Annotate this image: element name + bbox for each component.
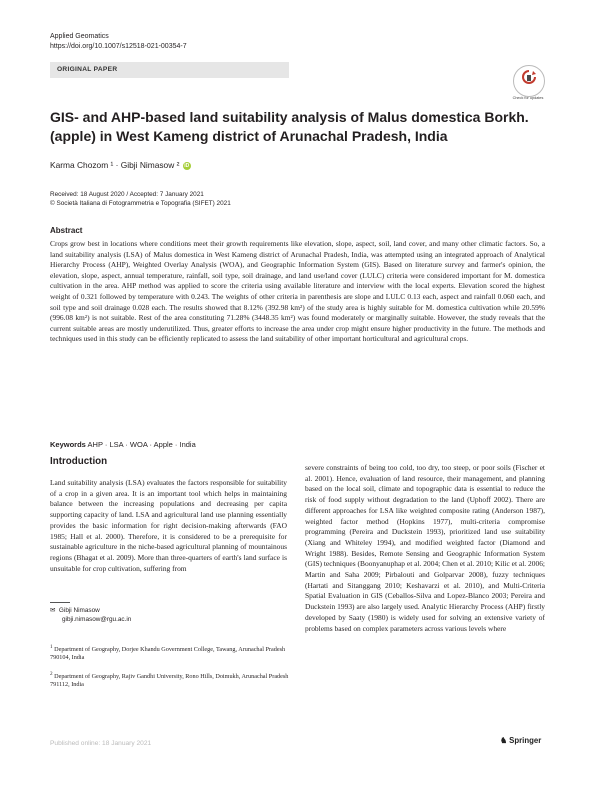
intro-left-column: Land suitability analysis (LSA) evaluates the factors responsible for suitability of a crop in a given area. It is an important tool which helps in maintaining balance between the increasing populations and decreasing per capita supporting capacity of land. LSA and agricultural land use planning essentially provides the basic information for right decision-making afterwards (FAO 1985; Hall et al. 2000). Therefore, it is considered to be a prerequisite for sustainable agriculture in the niche-based agricultural planning of mountainous regions (Bhagat et al. 2009). More than three-quarters of earth's land surface is unsuitable for crop cultivation, suffering from [50, 478, 287, 573]
footnote-divider [50, 602, 70, 603]
introduction-heading: Introduction [50, 456, 108, 467]
affiliation-number: 2 [50, 671, 53, 677]
article-dates [50, 190, 231, 208]
doi-link[interactable]: https://doi.org/10.1007/s12518-021-00354-7 [50, 43, 187, 50]
published-online: Published online: 18 January 2021 [50, 740, 152, 747]
publisher-logo [500, 736, 541, 745]
check-updates-label: Check for updates [512, 96, 544, 100]
affiliation-text: Department of Geography, Dorjee Khandu Government College, Tawang, Arunachal Pradesh 790104, India [50, 646, 286, 662]
correspondence-name: Gibji Nimasow [58, 607, 100, 614]
orcid-icon[interactable]: iD [184, 162, 190, 169]
affiliation-2 [50, 670, 290, 690]
affiliation-number: 1 [50, 644, 53, 650]
article-type-label: ORIGINAL PAPER [57, 66, 118, 73]
affiliation-1 [50, 643, 290, 663]
received-accepted: Received: 18 August 2020 / Accepted: 7 January 2021 [50, 191, 204, 198]
check-for-updates-icon[interactable] [513, 65, 545, 97]
authors [50, 160, 191, 170]
intro-right-column: severe constraints of being too cold, too dry, too steep, or poor soils (Fischer et al. 2001). Hence, evaluation of land resource, their management, and planning based on the local soil, climate and topographic data is essential to reduce the risk of food supply without degradation to the land (Uphoff 2002). There are different approaches for LSA like weighted composite rating (Anderson 1987), weighted factor method (Hopkins 1977), multi-criteria compromise programming (Pereira and Duckstein 1993), prioritized land use suitability (Xiang and Whiteley 1994), and modified weighted factor (Diamond and Wright 1988). Besides, Remote Sensing and Geographic Information System (GIS) techniques (Boonyanuphap et al. 2004; Chen et al. 2010; Kilic et al. 2006; Martin and Saha 2009; Pirbalouti and Golparvar 2008), fuzzy techniques (Hartati and Sitanggang 2010; Keshavarzi et al. 2010), and Multi-Criteria Spatial Evaluation in GIS (Ceballos-Silva and Lopez-Blanco 2003; Pereira and Duckstein 1993) are also largely used. Analytic Hierarchy Process (AHP) firstly developed by Saaty (1980) is widely used for solving an extensive variety of problems based on complex parameters across various levels where [305, 463, 545, 633]
affiliation-text: Department of Geography, Rajiv Gandhi University, Rono Hills, Doimukh, Arunachal Pradesh 791112, India [50, 673, 289, 689]
publisher-name: Springer [509, 736, 542, 745]
correspondence [50, 607, 131, 624]
abstract-heading: Abstract [50, 226, 83, 235]
paper-title: GIS- and AHP-based land suitability analysis of Malus domestica Borkh. (apple) in West Kameng district of Arunachal Pradesh, India [50, 109, 529, 144]
springer-horse-icon: ♞ [500, 736, 507, 745]
journal-header [50, 32, 187, 52]
keywords [50, 440, 196, 449]
correspondence-email[interactable]: gibji.nimasow@rgu.ac.in [62, 615, 132, 623]
abstract-text: Crops grow best in locations where conditions meet their growth requirements like elevation, slope, aspect, soil, land cover, and many other climatic factors. So, a land suitability analysis (LSA) of Malus domestica in West Kameng district of Arunachal Pradesh, India, was attempted using an integrated approach of Analytical Hierarchy Process (AHP), Weighted Overlay Analysis (WOA), and Geographic Information System (GIS). Based on literature survey and farmer's opinion, the elevation, slope, aspect, annual temperature, rainfall, soil type, soil drainage, and land use/land cover (LULC) criteria were considered important for M. domestica cultivation in the area. AHP method was applied to score the criteria using available literature and interview with the local experts. Elevation scored the highest weight of 0.321 followed by temperature with 0.243. The weights of other criteria in parenthesis are slope and LULC 0.13 each, aspect and rainfall 0.060 each, and soil type and soil drainage 0.028 each. The results showed that 8.12% (392.98 km²) of the study area is highly suitable for M. domestica cultivation while 20.59% (996.08 km²) is not suitable. Rest of the area constituting 71.28% (3448.35 km²) was found moderately or marginally suitable. However, the study reveals that the current suitable areas are mostly underutilized. Thus, greater efforts to increase the area under crop might ensure higher productivity in the future. The methods and techniques used in this study can be efficiently replicated to assess the land suitability of other important horticultural and agricultural crops. [50, 239, 545, 344]
keywords-label: Keywords [50, 440, 86, 449]
mail-icon: ✉ [50, 607, 56, 614]
keywords-list: AHP · LSA · WOA · Apple · India [87, 440, 196, 449]
author-list: Karma Chozom ¹ · Gibji Nimasow ² [50, 160, 180, 170]
copyright: © Società Italiana di Fotogrammetria e Topografia (SIFET) 2021 [50, 200, 231, 207]
journal-name: Applied Geomatics [50, 33, 109, 40]
